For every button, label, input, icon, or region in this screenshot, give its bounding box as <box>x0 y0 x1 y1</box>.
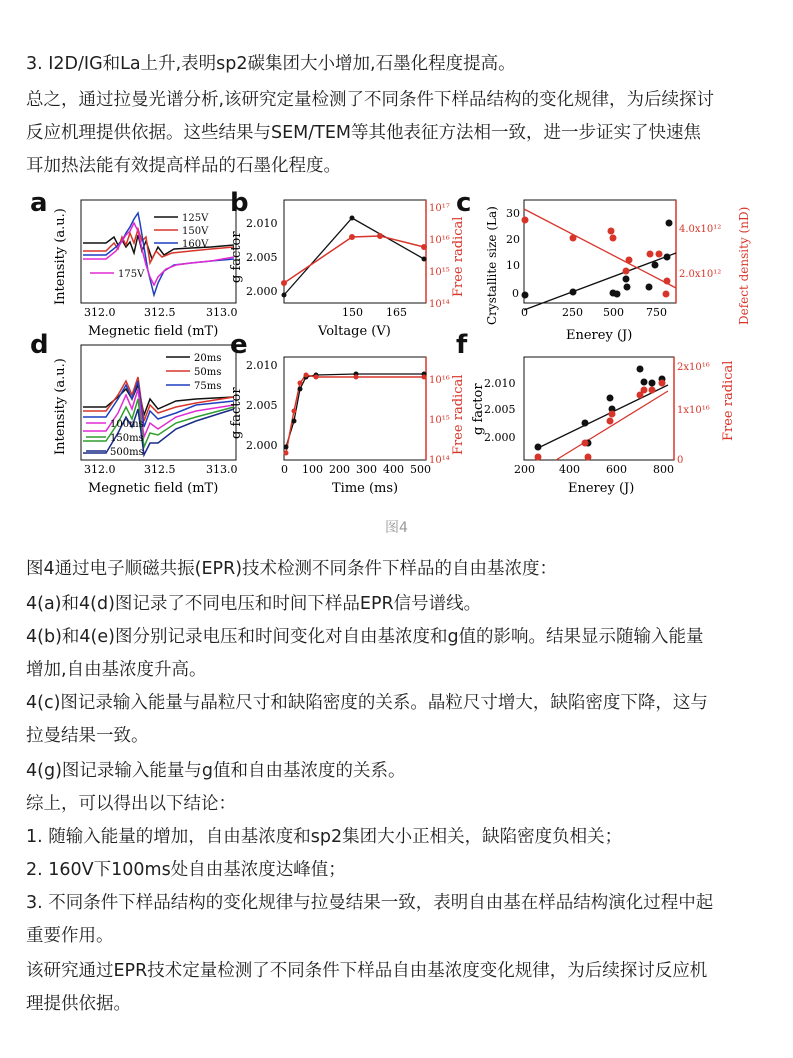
c-defect-fit <box>524 209 676 288</box>
f-ytick-0: 2.010 <box>484 377 516 390</box>
d-ylabel: Intensity (a.u.) <box>53 358 68 455</box>
e-xtick-1: 100 <box>302 463 323 476</box>
paragraph-bottom-8: 综上，可以得出以下结论： <box>26 794 236 814</box>
c-xtick-0: 0 <box>521 306 528 319</box>
paragraph-top-2: 总之，通过拉曼光谱分析,该研究定量检测了不同条件下样品结构的变化规律，为后续探讨 <box>26 90 715 110</box>
paragraph-bottom-1: 图4通过电子顺磁共振(EPR)技术检测不同条件下样品的自由基浓度： <box>26 559 558 579</box>
f-xlabel: Enerey (J) <box>568 481 635 496</box>
figure-4-svg <box>26 185 766 515</box>
f-y2tick-0: 2x10¹⁶ <box>677 362 710 373</box>
f-ytick-2: 2.000 <box>484 431 516 444</box>
a-xtick-1: 312.5 <box>144 306 176 319</box>
b-y2tick-0: 10¹⁷ <box>429 203 450 214</box>
panel-label-a: a <box>30 188 48 218</box>
e-y2label: Free radical <box>451 374 466 455</box>
c-ytick-3: 0 <box>512 287 519 300</box>
d-legend-50ms: 50ms <box>194 367 222 378</box>
a-legend-150V: 150V <box>182 226 209 237</box>
d-xtick-1: 312.5 <box>144 463 176 476</box>
paragraph-bottom-13: 该研究通过EPR技术定量检测了不同条件下样品自由基浓度变化规律，为后续探讨反应机 <box>26 961 708 981</box>
f-radical-fit <box>556 391 668 460</box>
e-gfactor-line <box>286 374 424 447</box>
f-ylabel: g factor <box>471 383 486 435</box>
e-radical-line <box>286 375 424 453</box>
c-y2label: Defect density (nD) <box>737 206 751 325</box>
c-crystallite-points <box>522 220 673 299</box>
e-ylabel: g factor <box>229 387 244 439</box>
f-ytick-1: 2.005 <box>484 403 516 416</box>
a-legend-125V: 125V <box>182 213 209 224</box>
b-xtick-0: 150 <box>342 306 363 319</box>
d-curve-500ms <box>83 409 234 455</box>
a-xtick-2: 313.0 <box>206 306 238 319</box>
b-radical-line <box>284 236 424 283</box>
figure-4 <box>26 185 766 515</box>
paragraph-bottom-7: 4(g)图记录输入能量与g值和自由基浓度的关系。 <box>26 761 406 781</box>
c-xtick-2: 500 <box>603 306 624 319</box>
f-gfactor-points <box>535 366 666 451</box>
a-legend-160V: 160V <box>182 239 209 250</box>
paragraph-bottom-10: 2. 160V下100ms处自由基浓度达峰值； <box>26 860 346 880</box>
paragraph-bottom-6: 拉曼结果一致。 <box>26 726 149 746</box>
c-y2tick-0: 4.0x10¹² <box>679 224 722 235</box>
e-xtick-5: 500 <box>410 463 431 476</box>
paragraph-bottom-9: 1. 随输入能量的增加，自由基浓度和sp2集团大小正相关，缺陷密度负相关； <box>26 827 623 847</box>
paragraph-bottom-3: 4(b)和4(e)图分别记录电压和时间变化对自由基浓度和g值的影响。结果显示随输入能量 <box>26 627 704 647</box>
c-ylabel: Crystallite size (La) <box>485 206 499 325</box>
d-xtick-2: 313.0 <box>206 463 238 476</box>
c-crystallite-fit <box>524 253 676 310</box>
panel-label-f: f <box>456 330 468 360</box>
paragraph-bottom-4: 增加,自由基浓度升高。 <box>26 660 207 680</box>
d-legend-100ms: 100ms <box>110 419 144 430</box>
e-xtick-3: 300 <box>356 463 377 476</box>
b-y2label: Free radical <box>451 216 466 297</box>
c-xlabel: Enerey (J) <box>566 328 633 343</box>
b-y2tick-2: 10¹⁵ <box>429 267 450 278</box>
e-xtick-4: 400 <box>383 463 404 476</box>
f-xtick-0: 200 <box>514 463 535 476</box>
f-y2label: Free radical <box>721 360 736 441</box>
a-xtick-0: 312.0 <box>84 306 116 319</box>
f-radical-points <box>535 380 666 461</box>
b-y2tick-3: 10¹⁴ <box>429 299 450 310</box>
b-xlabel: Voltage (V) <box>318 324 391 339</box>
paragraph-top-1: 3. I2D/IG和La上升,表明sp2碳集团大小增加,石墨化程度提高。 <box>26 54 516 74</box>
d-xtick-0: 312.0 <box>84 463 116 476</box>
e-xlabel: Time (ms) <box>332 481 399 496</box>
f-y2tick-1: 1x10¹⁶ <box>677 405 710 416</box>
panel-label-e: e <box>230 330 248 360</box>
paragraph-top-3: 反应机理提供依据。这些结果与SEM/TEM等其他表征方法相一致，进一步证实了快速焦 <box>26 123 702 143</box>
panel-f <box>471 357 736 496</box>
panel-d <box>53 345 238 496</box>
b-ytick-0: 2.010 <box>246 217 278 230</box>
figure-caption: 图4 <box>385 520 408 536</box>
b-ytick-2: 2.000 <box>246 285 278 298</box>
d-legend-500ms: 500ms <box>110 447 144 458</box>
panel-b <box>229 200 466 339</box>
e-y2tick-2: 10¹⁴ <box>429 455 450 466</box>
panel-a <box>53 200 238 339</box>
f-xtick-1: 400 <box>559 463 580 476</box>
a-legend-175V: 175V <box>118 269 145 280</box>
panel-label-c: c <box>456 188 472 218</box>
e-xtick-2: 200 <box>329 463 350 476</box>
e-y2tick-0: 10¹⁶ <box>429 375 450 386</box>
paragraph-bottom-14: 理提供依据。 <box>26 994 131 1014</box>
c-ytick-2: 10 <box>506 259 520 272</box>
panel-e <box>229 357 466 496</box>
d-legend-150ms: 150ms <box>110 433 144 444</box>
b-y2tick-1: 10¹⁶ <box>429 235 450 246</box>
paragraph-bottom-11: 3. 不同条件下样品结构的变化规律与拉曼结果一致，表明自由基在样品结构演化过程中起 <box>26 893 714 913</box>
c-ytick-1: 20 <box>506 233 520 246</box>
f-gfactor-fit <box>536 385 668 449</box>
d-legend-75ms: 75ms <box>194 381 222 392</box>
paragraph-bottom-2: 4(a)和4(d)图记录了不同电压和时间下样品EPR信号谱线。 <box>26 594 482 614</box>
c-y2tick-1: 2.0x10¹² <box>679 269 722 280</box>
paragraph-top-4: 耳加热法能有效提高样品的石墨化程度。 <box>26 156 341 176</box>
paragraph-bottom-5: 4(c)图记录输入能量与晶粒尺寸和缺陷密度的关系。晶粒尺寸增大，缺陷密度下降，这与 <box>26 693 708 713</box>
paragraph-bottom-12: 重要作用。 <box>26 926 114 946</box>
c-ytick-0: 30 <box>506 207 520 220</box>
e-ytick-2: 2.000 <box>246 439 278 452</box>
c-xtick-3: 750 <box>646 306 667 319</box>
f-y2tick-2: 0 <box>677 455 684 466</box>
f-xtick-2: 600 <box>606 463 627 476</box>
a-xlabel: Megnetic field (mT) <box>88 324 219 339</box>
panel-label-d: d <box>30 330 49 360</box>
e-xtick-0: 0 <box>281 463 288 476</box>
a-curve-150V <box>83 229 234 263</box>
b-gfactor-line <box>284 218 424 295</box>
b-ytick-1: 2.005 <box>246 251 278 264</box>
c-xtick-1: 250 <box>562 306 583 319</box>
e-y2tick-1: 10¹⁵ <box>429 415 450 426</box>
e-ytick-1: 2.005 <box>246 399 278 412</box>
panel-c <box>485 200 751 343</box>
d-xlabel: Megnetic field (mT) <box>88 481 219 496</box>
d-legend-20ms: 20ms <box>194 353 222 364</box>
panel-label-b: b <box>230 188 249 218</box>
b-xtick-1: 165 <box>386 306 407 319</box>
b-ylabel: g factor <box>229 231 244 283</box>
f-xtick-3: 800 <box>653 463 674 476</box>
a-ylabel: Intensity (a.u.) <box>53 208 68 305</box>
e-ytick-0: 2.010 <box>246 359 278 372</box>
